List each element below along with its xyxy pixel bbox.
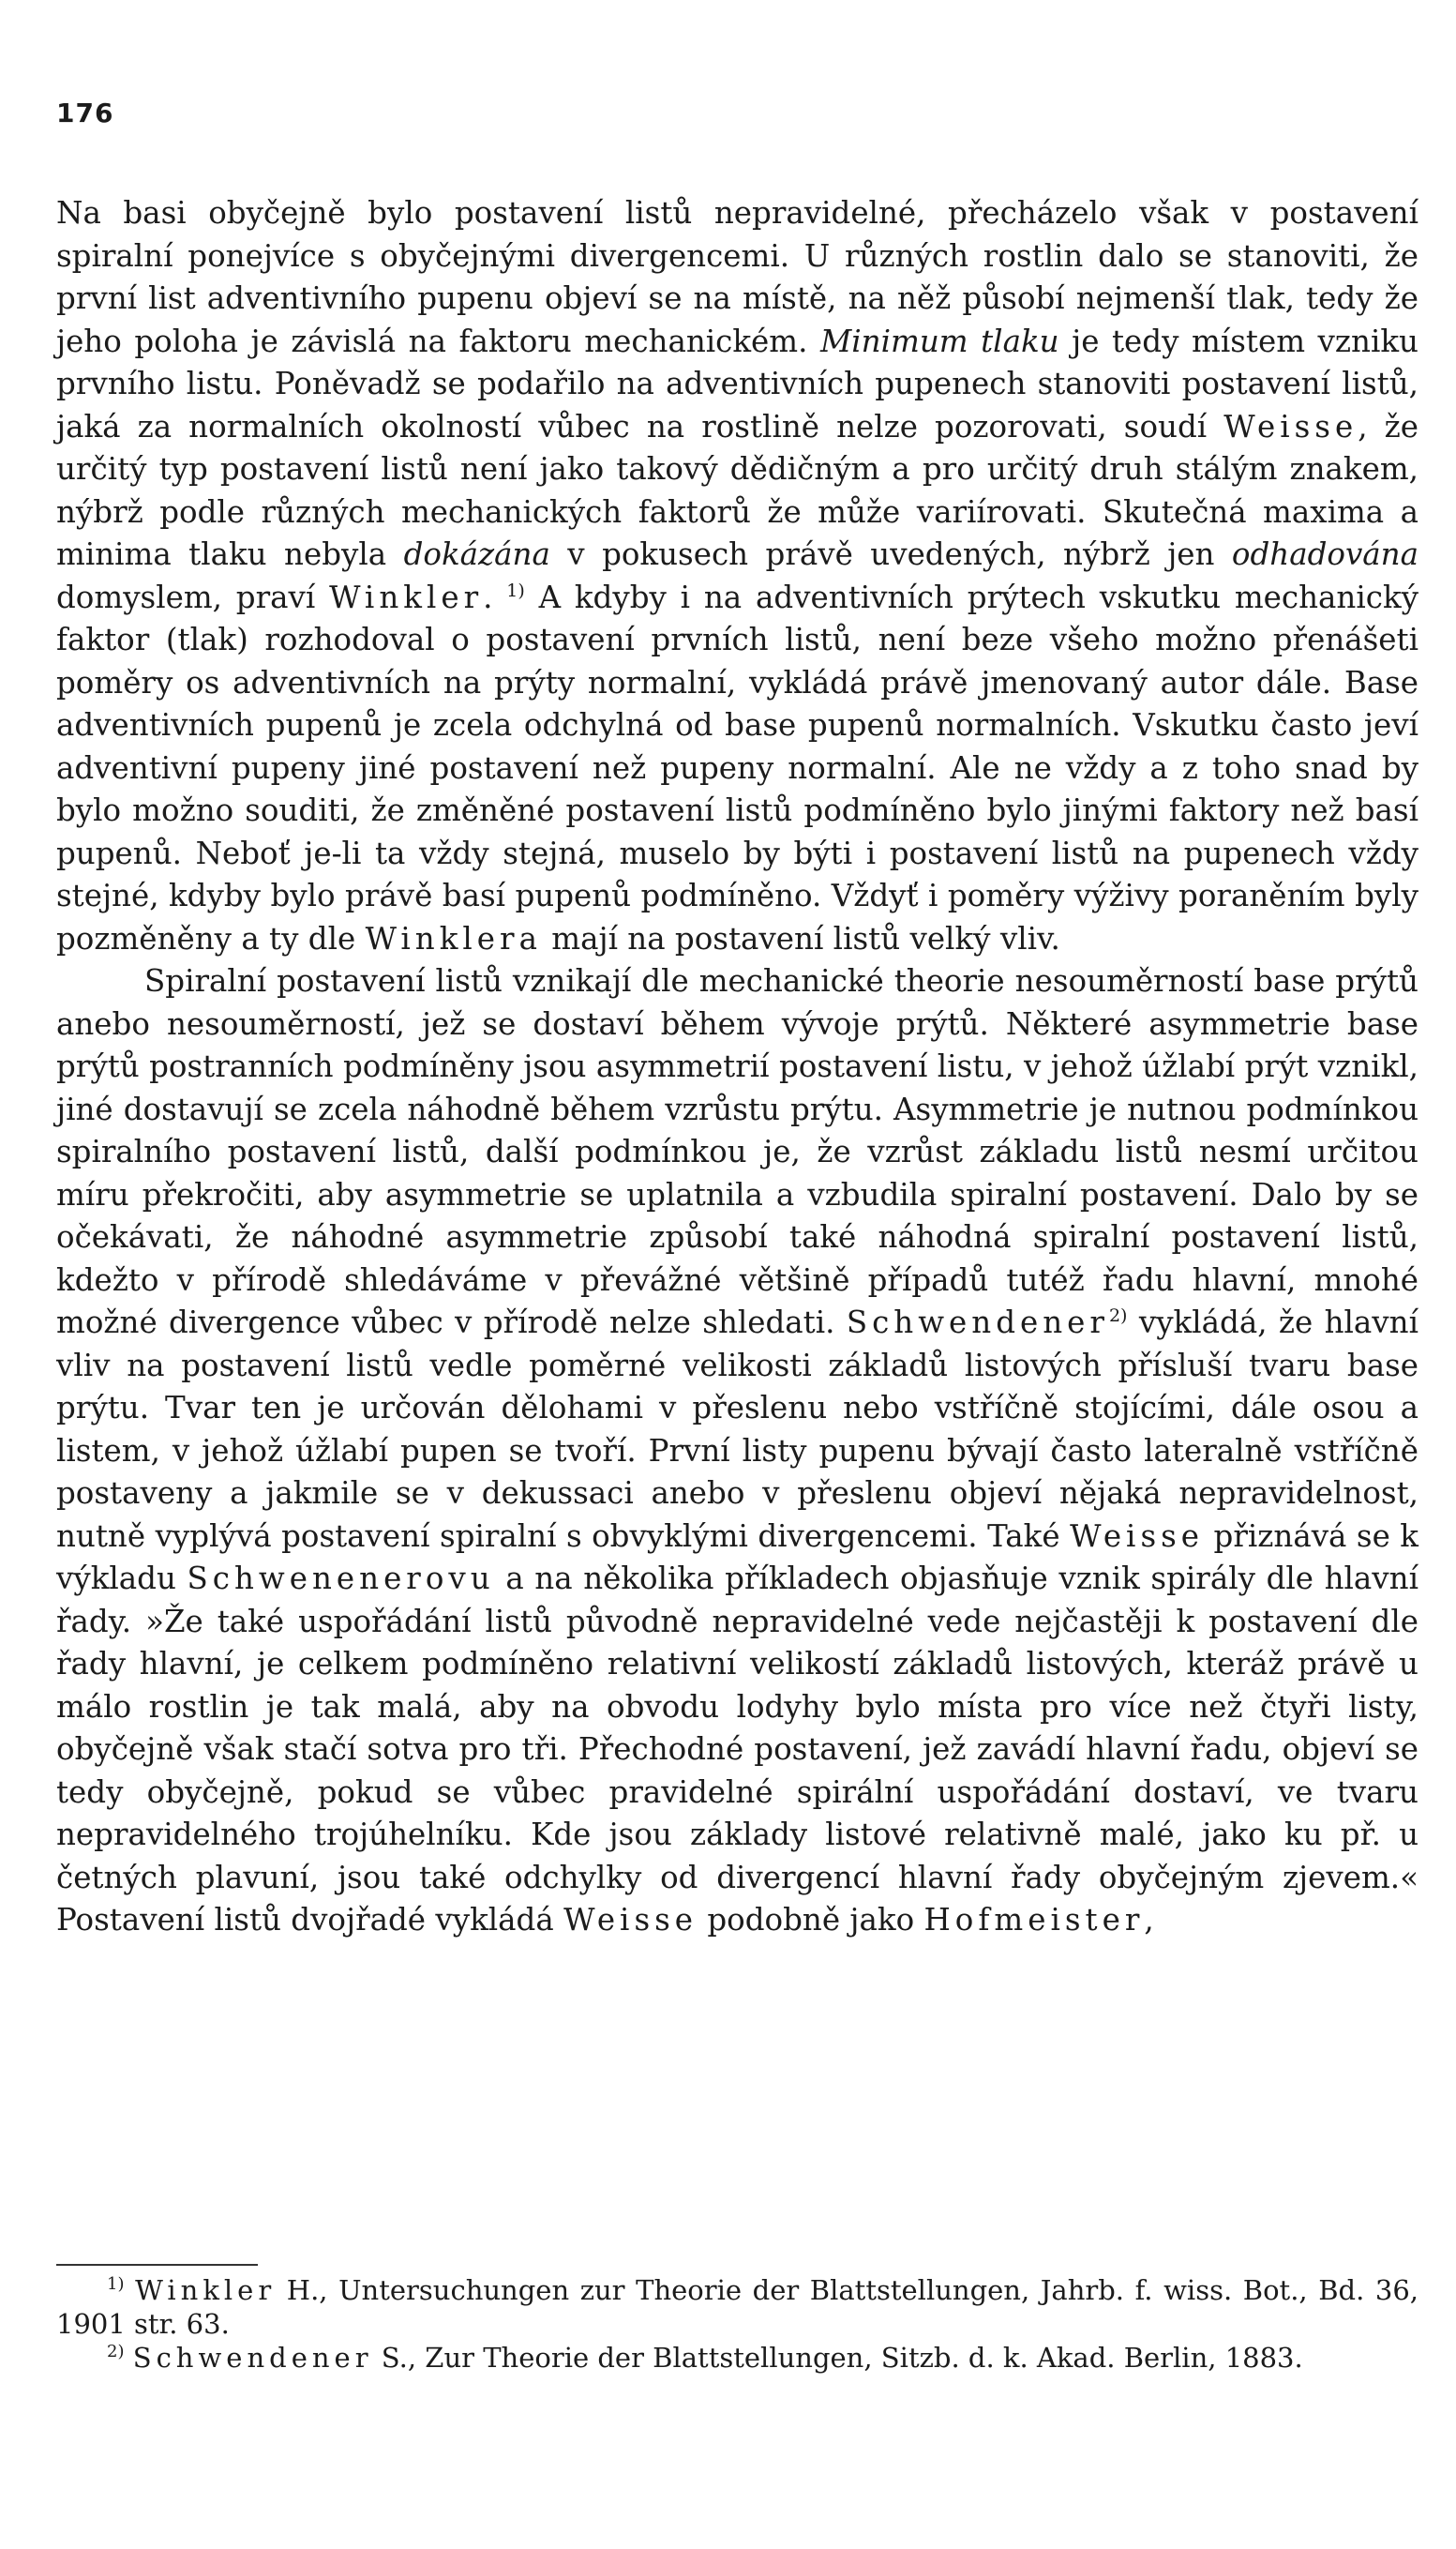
body-text	[56, 192, 1418, 1942]
spaced-name: Winklera	[365, 920, 542, 957]
spaced-name: Schwendener	[846, 1305, 1109, 1340]
footnotes	[56, 2273, 1418, 2375]
italic-emphasis: dokázána	[403, 536, 550, 572]
paragraph	[56, 192, 1418, 960]
footnote	[56, 2341, 1418, 2375]
text-run	[124, 2274, 135, 2306]
document-page	[56, 0, 1418, 2549]
footnote-mark: 1)	[107, 2274, 125, 2294]
page-number: 176	[56, 98, 114, 128]
text-run: a na několika příkladech objasňuje vznik spirály dle hlavní řady. »Že také uspořádání listů původně nepravidelné vede nejčastěji k postavení dle řady hlavní, je celkem podmíněno relativní velikostí základů listových, kteráž právě u málo rostlin je tak malá, aby na obvodu lodyhy bylo místa pro více než čtyři listy, obyčejně však stačí sotva pro tři. Přechodné postavení, jež zavádí hlavní řadu, objeví se tedy obyčejně, pokud se vůbec pravidelné spirální uspořádání dostaví, ve tvaru nepravidelného trojúhelníku. Kde jsou základy listové relativně malé, jako ku př. u četných plavuní, jsou také odchylky od divergencí hlavní řady obyčejným zjevem.« Postavení listů dvojřadé vykládá	[56, 1561, 1418, 1938]
spaced-name: Weisse	[1223, 408, 1358, 445]
paragraph	[56, 960, 1418, 1942]
italic-emphasis: Minimum tlaku	[820, 323, 1059, 359]
text-run: ,	[1144, 1902, 1154, 1938]
footnote-reference: 1)	[506, 580, 525, 601]
spaced-name: Weisse	[563, 1902, 698, 1938]
text-run: H., Untersuchungen zur Theorie der Blattstellungen, Jahrb. f. wiss. Bot., Bd. 36, 1901 str. 63.	[56, 2274, 1419, 2340]
text-run: přiznává se k výkladu	[56, 1517, 1419, 1596]
text-run	[124, 2342, 132, 2374]
text-run: A kdyby i na adventivních prýtech vskutku mechanický faktor (tlak) rozhodoval o postavení prvních listů, není beze všeho možno přenášeti poměry os adventivních na prýty normalní, vykládá právě jmenovaný autor dále. Base adventivních pupenů je zcela odchylná od base pupenů normalních. Vskutku často jeví adventivní pupeny jiné postavení než pupeny normalní. Ale ne vždy a z toho snad by bylo možno souditi, že změněné postavení listů podmíněno bylo jinými faktory než basí pupenů. Neboť je-li ta vždy stejná, muselo by býti i postavení listů na pupenech vždy stejné, kdyby bylo právě basí pupenů podmíněno. Vždyť i poměry výživy poraněním byly pozměněny a ty dle	[56, 579, 1418, 957]
footnote-reference: 2)	[1108, 1305, 1128, 1326]
spaced-name: Winkler	[135, 2274, 277, 2306]
text-run: .	[483, 579, 507, 615]
footnote-separator	[56, 2264, 258, 2266]
text-run: Na basi obyčejně bylo postavení listů nepravidelné, přecházelo však v postavení spiralní ponejvíce s obyčejnými divergencemi. U různých rostlin dalo se stanoviti, že první list adventivního pupenu objeví se na místě, na něž působí nejmenší tlak, tedy že jeho poloha je závislá na faktoru mechanickém.	[56, 195, 1418, 359]
footnote-mark: 2)	[107, 2342, 125, 2361]
spaced-name: Hofmeister	[923, 1902, 1145, 1938]
text-run: S., Zur Theorie der Blattstellungen, Sitzb. d. k. Akad. Berlin, 1883.	[372, 2342, 1303, 2374]
spaced-name: Schwendener	[132, 2342, 373, 2374]
text-run: je tedy místem vzniku prvního listu. Poněvadž se podařilo na adventivních pupenech stanoviti postavení listů, jaká za normalních okolností vůbec na rostlině nelze pozorovati, soudí	[56, 323, 1418, 445]
text-run: vykládá, že hlavní vliv na postavení listů vedle poměrné velikosti základů listových přísluší tvaru base prýtu. Tvar ten je určován dělohami v přeslenu nebo vstříčně stojícími, dále osou a listem, v jehož úžlabí pupen se tvoří. První listy pupenu bývají často lateralně vstříčně postaveny a jakmile se v dekussaci anebo v přeslenu objeví nějaká nepravidelnost, nutně vyplývá postavení spiralní s obvyklými divergencemi. Také	[56, 1305, 1418, 1554]
spaced-name: Weisse	[1070, 1517, 1205, 1554]
text-run: v pokusech právě uvedených, nýbrž jen	[549, 536, 1232, 572]
footnote	[56, 2273, 1418, 2341]
text-run: Spiralní postavení listů vznikají dle mechanické theorie nesouměrností base prýtů anebo nesouměrností, jež se dostaví během vývoje prýtů. Některé asymmetrie base prýtů postranních podmíněny jsou asymmetrií postavení listu, v jehož úžlabí prýt vznikl, jiné dostavují se zcela náhodně během vzrůstu prýtu. Asymmetrie je nutnou podmínkou spiralního postavení listů, další podmínkou je, že vzrůst základu listů nesmí určitou míru překročiti, aby asymmetrie se uplatnila a vzbudila spiralní postavení. Dalo by se očekávati, že náhodné asymmetrie způsobí také náhodná spiralní postavení listů, kdežto v přírodě shledáváme v převážné většině případů tutéž řadu hlavní, mnohé možné divergence vůbec v přírodě nelze shledati.	[56, 963, 1418, 1340]
text-run: podobně jako	[698, 1902, 924, 1938]
text-run: domyslem, praví	[56, 579, 330, 615]
italic-emphasis: odhadována	[1231, 536, 1418, 572]
spaced-name: Winkler	[329, 579, 484, 615]
text-run: mají na postavení listů velký vliv.	[541, 920, 1060, 957]
spaced-name: Schwenenerovu	[187, 1561, 495, 1596]
text-run: , že určitý typ postavení listů není jako takový dědičným a pro určitý druh stálým znakem, nýbrž podle různých mechanických faktorů že může variírovati. Skutečná maxima a minima tlaku nebyla	[56, 408, 1418, 572]
